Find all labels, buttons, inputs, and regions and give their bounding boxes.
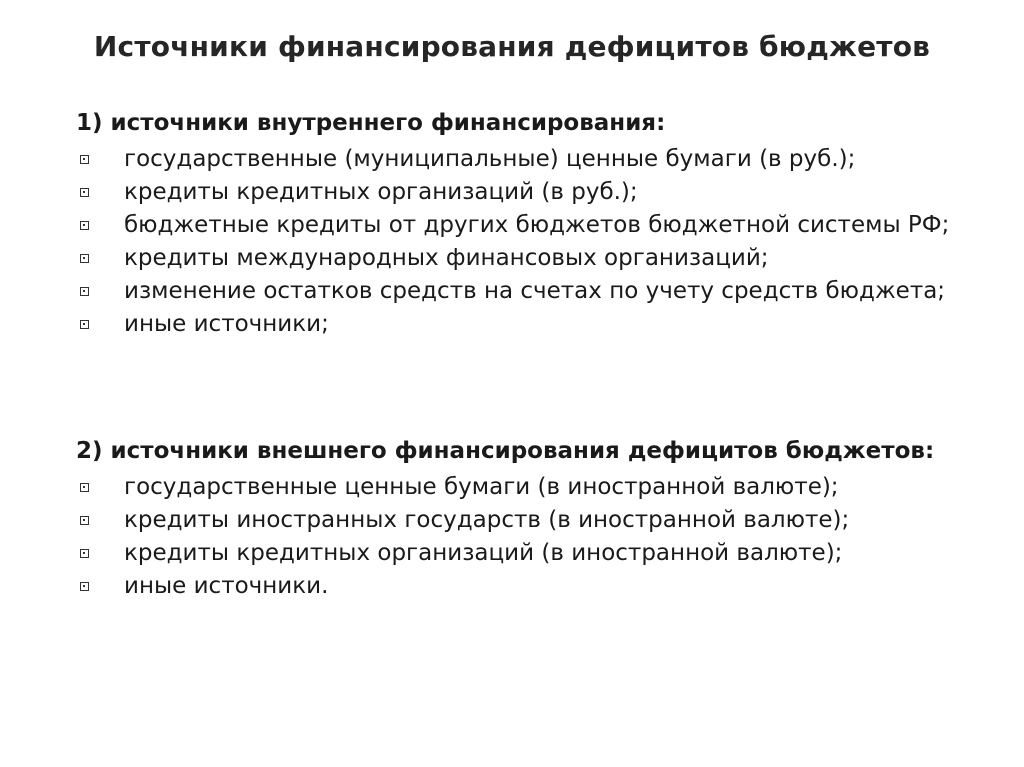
list-item: кредиты иностранных государств (в иностранной валюте); bbox=[76, 507, 984, 534]
bullet-icon bbox=[80, 188, 89, 197]
bullet-icon bbox=[80, 221, 89, 230]
section-heading-external: 2) источники внешнего финансирования дефицитов бюджетов: bbox=[76, 438, 935, 464]
bullet-icon bbox=[80, 549, 89, 558]
list-item: иные источники; bbox=[76, 311, 984, 338]
list-item: государственные (муниципальные) ценные бумаги (в руб.); bbox=[76, 146, 984, 173]
list-item: бюджетные кредиты от других бюджетов бюджетной системы РФ; bbox=[76, 212, 984, 239]
bullet-icon bbox=[80, 254, 89, 263]
list-item: иные источники. bbox=[76, 573, 984, 600]
slide-title: Источники финансирования дефицитов бюджетов bbox=[93, 30, 931, 63]
section-heading-internal: 1) источники внутреннего финансирования: bbox=[76, 110, 666, 136]
bullet-icon bbox=[80, 516, 89, 525]
list-item: изменение остатков средств на счетах по учету средств бюджета; bbox=[76, 278, 984, 305]
bullet-icon bbox=[80, 287, 89, 296]
bullet-icon bbox=[80, 155, 89, 164]
internal-sources-list bbox=[76, 146, 984, 344]
list-item: кредиты кредитных организаций (в руб.); bbox=[76, 179, 984, 206]
bullet-icon bbox=[80, 320, 89, 329]
list-item: кредиты международных финансовых организаций; bbox=[76, 245, 984, 272]
list-item: государственные ценные бумаги (в иностранной валюте); bbox=[76, 474, 984, 501]
bullet-icon bbox=[80, 582, 89, 591]
list-item: кредиты кредитных организаций (в иностранной валюте); bbox=[76, 540, 984, 567]
bullet-icon bbox=[80, 483, 89, 492]
external-sources-list bbox=[76, 474, 984, 606]
